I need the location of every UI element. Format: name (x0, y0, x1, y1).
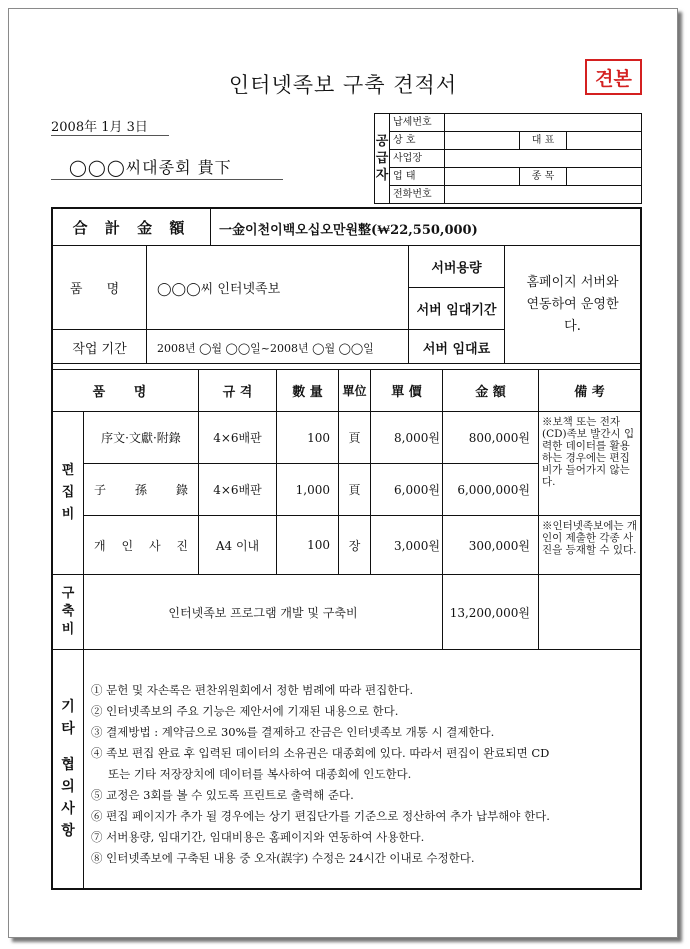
server-fee-label: 서버 임대료 (409, 330, 505, 364)
term-item: ① 문헌 및 자손록은 편찬위원회에서 정한 범례에 따라 편집한다. (91, 683, 414, 697)
estimate-sheet (8, 8, 678, 938)
header-spec: 규 격 (199, 370, 277, 412)
server-period-label: 서버 임대기간 (409, 288, 505, 330)
supplier-table (374, 113, 642, 204)
item-name-label: 품 명 (53, 246, 147, 330)
address-label: 사업장 (390, 150, 445, 168)
row2-amount: 6,000,000원 (443, 464, 539, 516)
header-qty: 數 量 (277, 370, 339, 412)
header-price: 單 價 (371, 370, 443, 412)
row2-item: 子 孫 錄 (84, 464, 199, 516)
total-row (53, 209, 640, 246)
row1-item: 序文·文獻·附錄 (84, 412, 199, 464)
row2-price: 6,000원 (371, 464, 443, 516)
row3-spec: A4 이내 (199, 516, 277, 575)
addressee-underline (51, 179, 283, 180)
company-label: 상 호 (390, 132, 445, 150)
header-amount: 金 額 (443, 370, 539, 412)
row3-price: 3,000원 (371, 516, 443, 575)
terms-list (91, 680, 550, 869)
row3-unit: 장 (339, 516, 371, 575)
terms-side-label: 기 타 협 의 사 항 (53, 650, 84, 888)
edit-group-label: 편 집 비 (53, 412, 84, 575)
address-value[interactable] (445, 150, 642, 168)
term-item: ⑥ 편집 페이지가 추가 될 경우에는 상기 편집단가를 기준으로 정산하여 추가 납부해야 한다. (91, 809, 550, 823)
business-type-value[interactable] (445, 168, 520, 186)
document-date: 2008年 1月 3日 (51, 120, 148, 135)
build-group-label: 구 축 비 (53, 575, 84, 650)
term-item: ⑧ 인터넷족보에 구축된 내용 중 오자(誤字) 수정은 24시간 이내로 수정한다. (91, 851, 475, 865)
tax-id-value[interactable] (445, 114, 642, 132)
sample-stamp: 견본 (585, 59, 642, 95)
build-amount: 13,200,000원 (443, 575, 539, 650)
server-capacity-label: 서버용량 (409, 246, 505, 288)
info-block (53, 246, 640, 364)
row2-spec: 4×6배판 (199, 464, 277, 516)
header-unit: 單位 (339, 370, 371, 412)
build-item: 인터넷족보 프로그램 개발 및 구축비 (84, 575, 443, 650)
estimate-main-table (51, 207, 642, 890)
company-value[interactable] (445, 132, 520, 150)
term-item: ② 인터넷족보의 주요 기능은 제안서에 기재된 내용으로 한다. (91, 704, 399, 718)
tax-id-label: 납세번호 (390, 114, 445, 132)
row3-amount: 300,000원 (443, 516, 539, 575)
term-item: ⑦ 서버용량, 임대기간, 임대비용은 홈페이지와 연동하여 사용한다. (91, 830, 425, 844)
total-label: 合 計 金 額 (53, 209, 211, 245)
supplier-side-label: 공 급 자 (375, 114, 390, 204)
row1-price: 8,000원 (371, 412, 443, 464)
phone-label: 전화번호 (390, 186, 445, 204)
header-item: 품 명 (53, 370, 199, 412)
item-name-value: ◯◯◯씨 인터넷족보 (147, 246, 409, 330)
row2-unit: 頁 (339, 464, 371, 516)
row1-spec: 4×6배판 (199, 412, 277, 464)
document-title: 인터넷족보 구축 견적서 (228, 73, 458, 97)
representative-label: 대 표 (520, 132, 567, 150)
business-item-label: 종 목 (520, 168, 567, 186)
addressee: ◯◯◯씨대종회 貴下 (69, 158, 232, 177)
term-item: ⑤ 교정은 3회를 볼 수 있도록 프린트로 출력해 준다. (91, 788, 354, 802)
business-type-label: 업 태 (390, 168, 445, 186)
terms-section (53, 650, 640, 888)
header-remark: 備 考 (539, 370, 640, 412)
term-item-continued: 또는 기타 저장장치에 데이터를 복사하여 대종회에 인도한다. (108, 767, 412, 781)
term-item: ④ 족보 편집 완료 후 입력된 데이터의 소유권은 대종회에 있다. 따라서 편집이 완료되면 CD (91, 746, 550, 760)
total-value: 一金이천이백오십오만원整(₩22,550,000) (219, 223, 478, 238)
remark-photo: ※인터넷족보에는 개인이 제출한 각종 사진을 등재할 수 있다. (539, 516, 640, 575)
phone-value[interactable] (445, 186, 642, 204)
representative-value[interactable] (567, 132, 642, 150)
date-underline (51, 135, 169, 136)
row1-amount: 800,000원 (443, 412, 539, 464)
business-item-value[interactable] (567, 168, 642, 186)
row1-qty: 100 (277, 412, 339, 464)
work-period-value: 2008년 ◯월 ◯◯일~2008년 ◯월 ◯◯일 (147, 330, 409, 364)
row3-qty: 100 (277, 516, 339, 575)
server-note: 홈페이지 서버와 연동하여 운영한다. (526, 275, 619, 334)
build-remark (539, 575, 640, 650)
remark-edit: ※보책 또는 전자(CD)족보 발간시 입력한 데이터를 활용하는 경우에는 편집비가 들어가지 않는다. (539, 412, 640, 516)
row1-unit: 頁 (339, 412, 371, 464)
row3-item: 개 인 사 진 (84, 516, 199, 575)
term-item: ③ 결제방법 : 계약금으로 30%를 결제하고 잔금은 인터넷족보 개통 시 결제한다. (91, 725, 495, 739)
work-period-label: 작업 기간 (53, 330, 147, 364)
row2-qty: 1,000 (277, 464, 339, 516)
